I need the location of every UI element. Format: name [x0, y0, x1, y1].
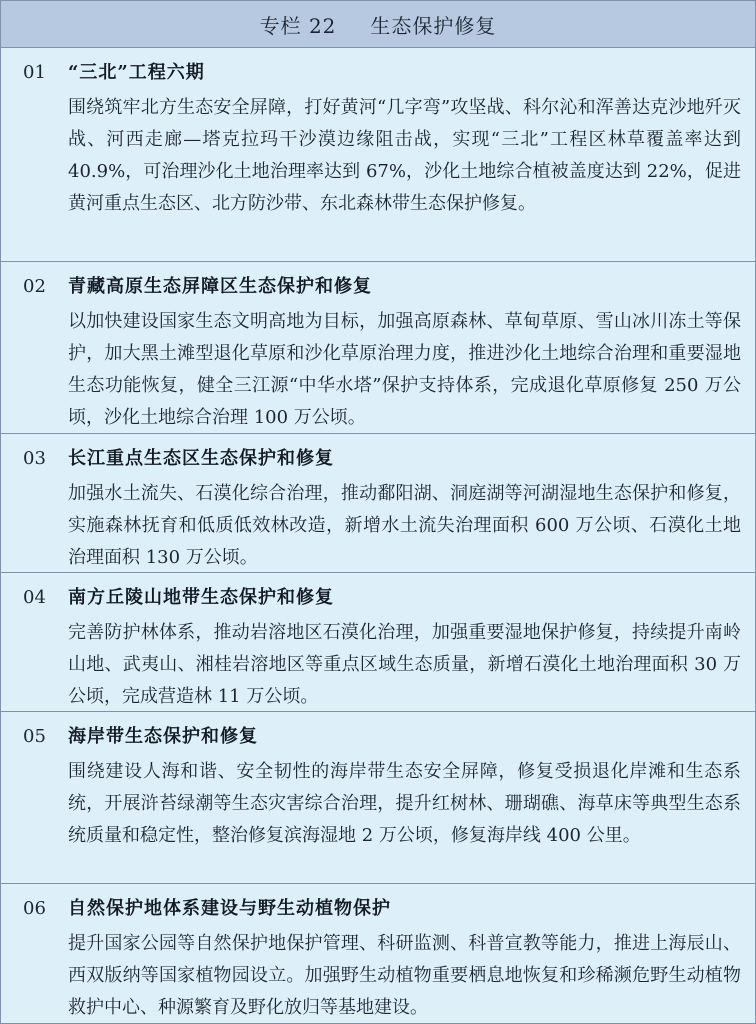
section-04: [1, 573, 755, 712]
section-title: 长江重点生态区生态保护和修复: [68, 448, 334, 469]
column-header: [1, 1, 755, 48]
section-title: 自然保护地体系建设与野生动植物保护: [68, 898, 391, 919]
section-title: “三北”工程六期: [68, 62, 205, 83]
section-05: [1, 712, 755, 884]
section-text: 围绕建设人海和谐、安全韧性的海岸带生态安全屏障，修复受损退化岸滩和生态系统，开展浒苔绿潮等生态灾害综合治理，提升红树林、珊瑚礁、海草床等典型生态系统质量和稳定性，整治修复滨海湿地 2 万公顷，修复海岸线 400 公里。: [68, 761, 741, 846]
section-number: 03: [23, 448, 46, 469]
section-number: 06: [23, 898, 46, 919]
section-06: [1, 884, 755, 1024]
section-number: 01: [23, 62, 46, 83]
section-title: 海岸带生态保护和修复: [68, 726, 258, 747]
column-title: 生态保护修复: [370, 13, 497, 38]
section-number: 05: [23, 726, 46, 747]
section-number: 04: [23, 587, 46, 608]
section-title: 南方丘陵山地带生态保护和修复: [68, 587, 334, 608]
section-02: [1, 262, 755, 434]
section-01: [1, 48, 755, 262]
section-text: 围绕筑牢北方生态安全屏障，打好黄河“几字弯”攻坚战、科尔沁和浑善达克沙地歼灭战、河西走廊—塔克拉玛干沙漠边缘阻击战，实现“三北”工程区林草覆盖率达到 40.9%，可治理沙化土地治理率达到 67%，沙化土地综合植被盖度达到 22%，促进黄河重点生态区、北方防沙带、东北森林带生态保护修复。: [68, 97, 741, 214]
section-text: 加强水土流失、石漠化综合治理，推动鄱阳湖、洞庭湖等河湖湿地生态保护和修复，实施森林抚育和低质低效林改造，新增水土流失治理面积 600 万公顷、石漠化土地治理面积 130 万公顷。: [68, 483, 741, 568]
section-text: 提升国家公园等自然保护地保护管理、科研监测、科普宣教等能力，推进上海辰山、西双版纳等国家植物园设立。加强野生动植物重要栖息地恢复和珍稀濒危野生动植物救护中心、种源繁育及野化放归等基地建设。: [68, 933, 741, 1018]
section-title: 青藏高原生态屏障区生态保护和修复: [68, 276, 372, 297]
section-03: [1, 434, 755, 573]
section-number: 02: [23, 276, 46, 297]
section-text: 完善防护林体系，推动岩溶地区石漠化治理，加强重要湿地保护修复，持续提升南岭山地、武夷山、湘桂岩溶地区等重点区域生态质量，新增石漠化土地治理面积 30 万公顷，完成营造林 11 万公顷。: [68, 622, 741, 707]
column-number: 专栏 22: [259, 13, 337, 38]
section-text: 以加快建设国家生态文明高地为目标，加强高原森林、草甸草原、雪山冰川冻土等保护，加大黑土滩型退化草原和沙化草原治理力度，推进沙化土地综合治理和重要湿地生态功能恢复，健全三江源“中华水塔”保护支持体系，完成退化草原修复 250 万公顷，沙化土地综合治理 100 万公顷。: [68, 311, 741, 428]
